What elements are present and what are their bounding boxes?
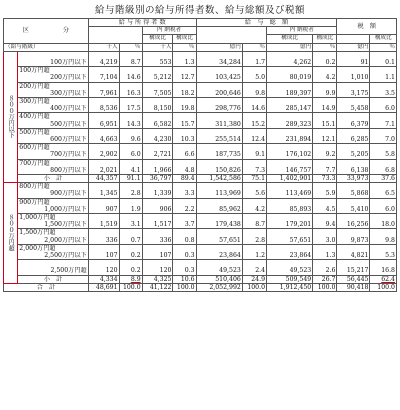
table-cell: 1.9 — [119, 206, 142, 214]
range-label: 600万円以下 — [18, 136, 88, 144]
subtotal-cell: 75.1 — [242, 175, 266, 183]
table-cell: 9.2 — [313, 151, 337, 159]
table-row — [4, 82, 397, 90]
header-kubun — [4, 19, 89, 44]
unit-label: 億円 — [196, 43, 242, 51]
table-cell: 103,425 — [196, 74, 242, 82]
table-cell: 107 — [88, 252, 119, 260]
table-cell: 7,961 — [88, 90, 119, 98]
range-label: 700万円超 — [18, 159, 88, 167]
table-cell: 9.1 — [242, 151, 266, 159]
table-cell: 3.1 — [119, 221, 142, 229]
table-cell: 5,410 — [337, 206, 370, 214]
range-label — [18, 260, 88, 268]
table-cell: 5.9 — [313, 190, 337, 198]
table-cell: 255,514 — [196, 136, 242, 144]
subtotal-cell: 91.1 — [119, 175, 142, 183]
table-cell: 9,873 — [337, 237, 370, 245]
table-cell: 1.1 — [370, 74, 397, 82]
subtotal-cell: 510,406 — [196, 275, 242, 283]
table-row — [4, 113, 397, 121]
bracket-label — [4, 51, 18, 182]
table-row — [4, 90, 397, 98]
table-cell: 4.2 — [242, 206, 266, 214]
total-cell: 100.0 — [242, 283, 266, 291]
unit-label: ％ — [173, 43, 196, 51]
table-row — [4, 105, 397, 113]
table-row — [4, 252, 397, 260]
table-cell: 336 — [88, 237, 119, 245]
header-kyuyo-shotokusha: 給 与 所 得 者 数 — [88, 19, 196, 27]
table-cell: 5,212 — [142, 74, 173, 82]
table-row — [4, 221, 397, 229]
table-cell: 6,138 — [337, 167, 370, 175]
table-cell: 0.2 — [119, 252, 142, 260]
range-label: 800万円以下 — [18, 167, 88, 175]
bracket-text: ８００万円超 — [7, 214, 15, 252]
subtotal-cell: 89.4 — [173, 175, 196, 183]
table-cell: 49,523 — [196, 267, 242, 275]
header-uchi-nozeisha-1: 内 納税者 — [142, 27, 196, 35]
table-cell: 14.6 — [119, 74, 142, 82]
table-cell: 5,458 — [337, 105, 370, 113]
range-label: 100万円超 — [18, 67, 88, 75]
subtotal-cell: 1,542,586 — [196, 175, 242, 183]
total-cell: 100.0 — [313, 283, 337, 291]
range-label: 600万円超 — [18, 144, 88, 152]
table-cell: 7,505 — [142, 90, 173, 98]
subtotal-label: 小 計 — [18, 275, 88, 283]
table-row — [4, 260, 397, 268]
table-cell: 6.0 — [119, 151, 142, 159]
table-cell: 6.0 — [370, 105, 397, 113]
table-cell: 187,735 — [196, 151, 242, 159]
table-cell: 179,201 — [267, 221, 313, 229]
unit-label: 千人 — [88, 43, 119, 51]
range-label: 1,500万円以下 — [18, 221, 88, 229]
range-label: 300万円以下 — [18, 90, 88, 98]
table-cell: 200,646 — [196, 90, 242, 98]
table-cell: 107 — [142, 252, 173, 260]
table-cell: 9.4 — [313, 221, 337, 229]
total-cell: 48,691 — [88, 283, 119, 291]
total-cell: 100.0 — [173, 283, 196, 291]
table-cell: 0.3 — [173, 252, 196, 260]
table-cell: 14.3 — [119, 121, 142, 129]
table-cell: 16,256 — [337, 221, 370, 229]
table-row — [4, 244, 397, 252]
table-cell: 80,019 — [267, 74, 313, 82]
table-cell: 4.1 — [119, 167, 142, 175]
header-bun: 分 — [62, 27, 70, 35]
table-cell: 2.6 — [313, 267, 337, 275]
table-cell: 18.2 — [173, 90, 196, 98]
unit-label: ％ — [242, 43, 266, 51]
table-cell: 189,397 — [267, 90, 313, 98]
table-cell: 15.2 — [242, 121, 266, 129]
table-row — [4, 144, 397, 152]
table-cell: 9.6 — [119, 136, 142, 144]
table-cell: 91 — [337, 59, 370, 67]
subtotal-cell: 4,334 — [88, 275, 119, 283]
range-label: 200万円以下 — [18, 74, 88, 82]
table-cell: 2.8 — [242, 237, 266, 245]
table-cell: 5.3 — [370, 252, 397, 260]
table-cell: 17.5 — [119, 105, 142, 113]
unit-label: ％ — [313, 43, 337, 51]
subtotal-cell: 10.6 — [173, 275, 196, 283]
range-label: 200万円超 — [18, 82, 88, 90]
table-cell: 14.6 — [242, 105, 266, 113]
table-cell: 0.8 — [173, 237, 196, 245]
table-cell: 0.3 — [173, 267, 196, 275]
total-row — [4, 283, 397, 291]
table-cell: 3.3 — [173, 190, 196, 198]
table-cell: 6.0 — [370, 206, 397, 214]
total-cell: 1,912,450 — [267, 283, 313, 291]
subtotal-cell: 509,549 — [267, 275, 313, 283]
table-cell: 5.0 — [242, 74, 266, 82]
table-cell: 7.7 — [313, 167, 337, 175]
table-cell: 0.2 — [313, 59, 337, 67]
table-row — [4, 267, 397, 275]
table-cell: 12.1 — [313, 136, 337, 144]
table-row — [4, 151, 397, 159]
table-cell: 4,821 — [337, 252, 370, 260]
table-cell: 1.3 — [313, 252, 337, 260]
range-label: 1,000万円超 — [18, 214, 88, 222]
range-label: 2,500万円超 — [18, 267, 88, 275]
table-cell: 4,262 — [267, 59, 313, 67]
subtotal-cell: 26.7 — [313, 275, 337, 283]
page-title: 給与階級別の給与所得者数、給与総額及び税額 — [94, 5, 305, 16]
header-kouseihi-4: 構成比 — [313, 35, 337, 43]
table-row — [4, 190, 397, 198]
table-row — [4, 121, 397, 129]
subtotal-cell: 37.6 — [370, 175, 397, 183]
table-cell: 10.3 — [173, 136, 196, 144]
table-cell: 289,323 — [267, 121, 313, 129]
table-row — [4, 136, 397, 144]
subtotal-cell: 36,797 — [142, 175, 173, 183]
table-cell: 113,969 — [196, 190, 242, 198]
table-cell: 18.0 — [370, 221, 397, 229]
header-uchi-nozeisha-2: 内 納税者 — [267, 27, 337, 35]
subtotal-cell: 56,445 — [337, 275, 370, 283]
table-cell: 1,339 — [142, 190, 173, 198]
table-cell: 15.1 — [313, 121, 337, 129]
table-cell: 4,219 — [88, 59, 119, 67]
table-row — [4, 206, 397, 214]
table-cell: 6.5 — [370, 190, 397, 198]
table-cell: 2,721 — [142, 151, 173, 159]
table-row — [4, 183, 397, 191]
table-cell: 150,826 — [196, 167, 242, 175]
table-cell: 9.8 — [242, 90, 266, 98]
total-label: 合 計 — [4, 283, 89, 291]
table-cell: 16.8 — [370, 267, 397, 275]
table-cell: 3.5 — [370, 90, 397, 98]
table-cell: 176,102 — [267, 151, 313, 159]
table-cell: 3.7 — [173, 221, 196, 229]
table-cell: 336 — [142, 237, 173, 245]
header-kyuyo-kaikyu: （給与階級） — [4, 43, 89, 51]
table-cell: 4,663 — [88, 136, 119, 144]
subtotal-cell: 62.4 — [370, 275, 397, 283]
total-cell: 41,122 — [142, 283, 173, 291]
subtotal-row — [4, 175, 397, 183]
table-cell: 2,021 — [88, 167, 119, 175]
subtotal-cell: 4,325 — [142, 275, 173, 283]
range-label: 100万円以下 — [18, 59, 88, 67]
range-label: 400万円超 — [18, 113, 88, 121]
table-cell: 906 — [142, 206, 173, 214]
subtotal-cell: 33,973 — [337, 175, 370, 183]
table-cell: 4.2 — [313, 74, 337, 82]
header-kouseihi-1: 構成比 — [142, 35, 173, 43]
range-label: 1,500万円超 — [18, 229, 88, 237]
header-kouseihi-3: 構成比 — [267, 35, 313, 43]
range-label: 300万円超 — [18, 98, 88, 106]
table-cell: 0.7 — [119, 237, 142, 245]
header-zeigaku: 税 額 — [337, 19, 397, 35]
bracket-text: ８００万円以下 — [7, 95, 15, 139]
table-cell: 5.6 — [242, 190, 266, 198]
table-cell: 8.7 — [242, 221, 266, 229]
table-cell: 3,175 — [337, 90, 370, 98]
header-kouseihi-5: 構成比 — [370, 35, 397, 43]
total-cell: 100.0 — [119, 283, 142, 291]
range-label: 1,000万円以下 — [18, 206, 88, 214]
table-cell: 8,536 — [88, 105, 119, 113]
table-cell: 12.4 — [242, 136, 266, 144]
range-label: 500万円以下 — [18, 121, 88, 129]
subtotal-cell: 73.3 — [313, 175, 337, 183]
total-cell: 2,052,992 — [196, 283, 242, 291]
table-cell: 5,205 — [337, 151, 370, 159]
table-cell: 298,776 — [196, 105, 242, 113]
table-row — [4, 128, 397, 136]
table-cell: 1.2 — [242, 252, 266, 260]
table-cell: 6,951 — [88, 121, 119, 129]
subtotal-label: 小 計 — [18, 175, 88, 183]
unit-label: ％ — [370, 43, 397, 51]
table-cell: 2.8 — [119, 190, 142, 198]
table-cell: 285,147 — [267, 105, 313, 113]
table-cell: 231,894 — [267, 136, 313, 144]
range-label: 2,500万円以下 — [18, 252, 88, 260]
total-cell: 100.0 — [370, 283, 397, 291]
range-label: 800万円超 — [18, 183, 88, 191]
table-cell: 179,438 — [196, 221, 242, 229]
table-cell: 553 — [142, 59, 173, 67]
range-label: 2,000万円超 — [18, 244, 88, 252]
table-cell: 85,962 — [196, 206, 242, 214]
table-cell: 14.9 — [313, 105, 337, 113]
table-cell: 1,519 — [88, 221, 119, 229]
table-cell: 5.8 — [370, 151, 397, 159]
table-cell: 311,380 — [196, 121, 242, 129]
table-cell: 7.0 — [370, 136, 397, 144]
table-cell: 6,582 — [142, 121, 173, 129]
table-cell: 6,285 — [337, 136, 370, 144]
header-kouseihi-2: 構成比 — [173, 35, 196, 43]
table-cell: 4.8 — [173, 167, 196, 175]
range-label: 900万円以下 — [18, 190, 88, 198]
table-cell: 7.1 — [370, 121, 397, 129]
salary-table — [3, 18, 397, 292]
table-row — [4, 59, 397, 67]
table-cell: 49,523 — [267, 267, 313, 275]
unit-label: ％ — [119, 43, 142, 51]
bracket-label — [4, 183, 18, 284]
table-row — [4, 237, 397, 245]
table-cell: 1,966 — [142, 167, 173, 175]
table-row — [4, 51, 397, 59]
table-cell: 9.8 — [370, 237, 397, 245]
range-label: 700万円以下 — [18, 151, 88, 159]
table-cell: 2.2 — [173, 206, 196, 214]
table-row — [4, 229, 397, 237]
table-cell: 5,868 — [337, 190, 370, 198]
table-row — [4, 198, 397, 206]
table-cell: 4.5 — [313, 206, 337, 214]
table-cell: 8.7 — [119, 59, 142, 67]
table-cell: 7,104 — [88, 74, 119, 82]
table-cell: 120 — [88, 267, 119, 275]
total-cell: 90,418 — [337, 283, 370, 291]
table-cell: 4,230 — [142, 136, 173, 144]
subtotal-cell: 24.9 — [242, 275, 266, 283]
table-cell: 3.0 — [313, 237, 337, 245]
table-row — [4, 98, 397, 106]
subtotal-cell: 8.9 — [119, 275, 142, 283]
table-cell: 113,469 — [267, 190, 313, 198]
table-row — [4, 159, 397, 167]
table-cell: 1,517 — [142, 221, 173, 229]
table-cell: 85,893 — [267, 206, 313, 214]
range-label: 500万円超 — [18, 128, 88, 136]
table-cell: 2.4 — [242, 267, 266, 275]
table-cell: 8,150 — [142, 105, 173, 113]
header-ku: 区 — [22, 27, 29, 35]
table-cell: 15,217 — [337, 267, 370, 275]
range-label: 400万円以下 — [18, 105, 88, 113]
table-cell: 57,651 — [267, 237, 313, 245]
table-cell: 16.3 — [119, 90, 142, 98]
table-cell: 19.8 — [173, 105, 196, 113]
subtotal-cell: 44,357 — [88, 175, 119, 183]
unit-label: 千人 — [142, 43, 173, 51]
table-cell: 1.7 — [242, 59, 266, 67]
table-cell: 9.9 — [313, 90, 337, 98]
table-row — [4, 74, 397, 82]
range-label: 2,000万円以下 — [18, 237, 88, 245]
header-kyuyo-sougaku: 給 与 総 額 — [196, 19, 337, 27]
table-cell: 2,902 — [88, 151, 119, 159]
table-cell: 1.3 — [173, 59, 196, 67]
table-cell: 34,284 — [196, 59, 242, 67]
table-row — [4, 214, 397, 222]
table-cell: 15.7 — [173, 121, 196, 129]
unit-label: 億円 — [267, 43, 313, 51]
subtotal-row — [4, 275, 397, 283]
subtotal-cell: 1,402,901 — [267, 175, 313, 183]
unit-label: 億円 — [337, 43, 370, 51]
table-cell: 23,864 — [196, 252, 242, 260]
table-cell: 146,757 — [267, 167, 313, 175]
table-row — [4, 167, 397, 175]
table-cell: 120 — [142, 267, 173, 275]
table-cell: 7.3 — [242, 167, 266, 175]
range-label — [18, 51, 88, 59]
range-label: 900万円超 — [18, 198, 88, 206]
table-cell: 0.2 — [119, 267, 142, 275]
table-cell: 0.1 — [370, 59, 397, 67]
table-cell: 6.6 — [173, 151, 196, 159]
table-cell: 12.7 — [173, 74, 196, 82]
table-cell: 907 — [88, 206, 119, 214]
table-cell: 57,651 — [196, 237, 242, 245]
table-cell: 1,010 — [337, 74, 370, 82]
table-row — [4, 67, 397, 75]
table-cell: 1,345 — [88, 190, 119, 198]
table-cell: 23,864 — [267, 252, 313, 260]
table-cell: 6.8 — [370, 167, 397, 175]
table-cell: 6,379 — [337, 121, 370, 129]
